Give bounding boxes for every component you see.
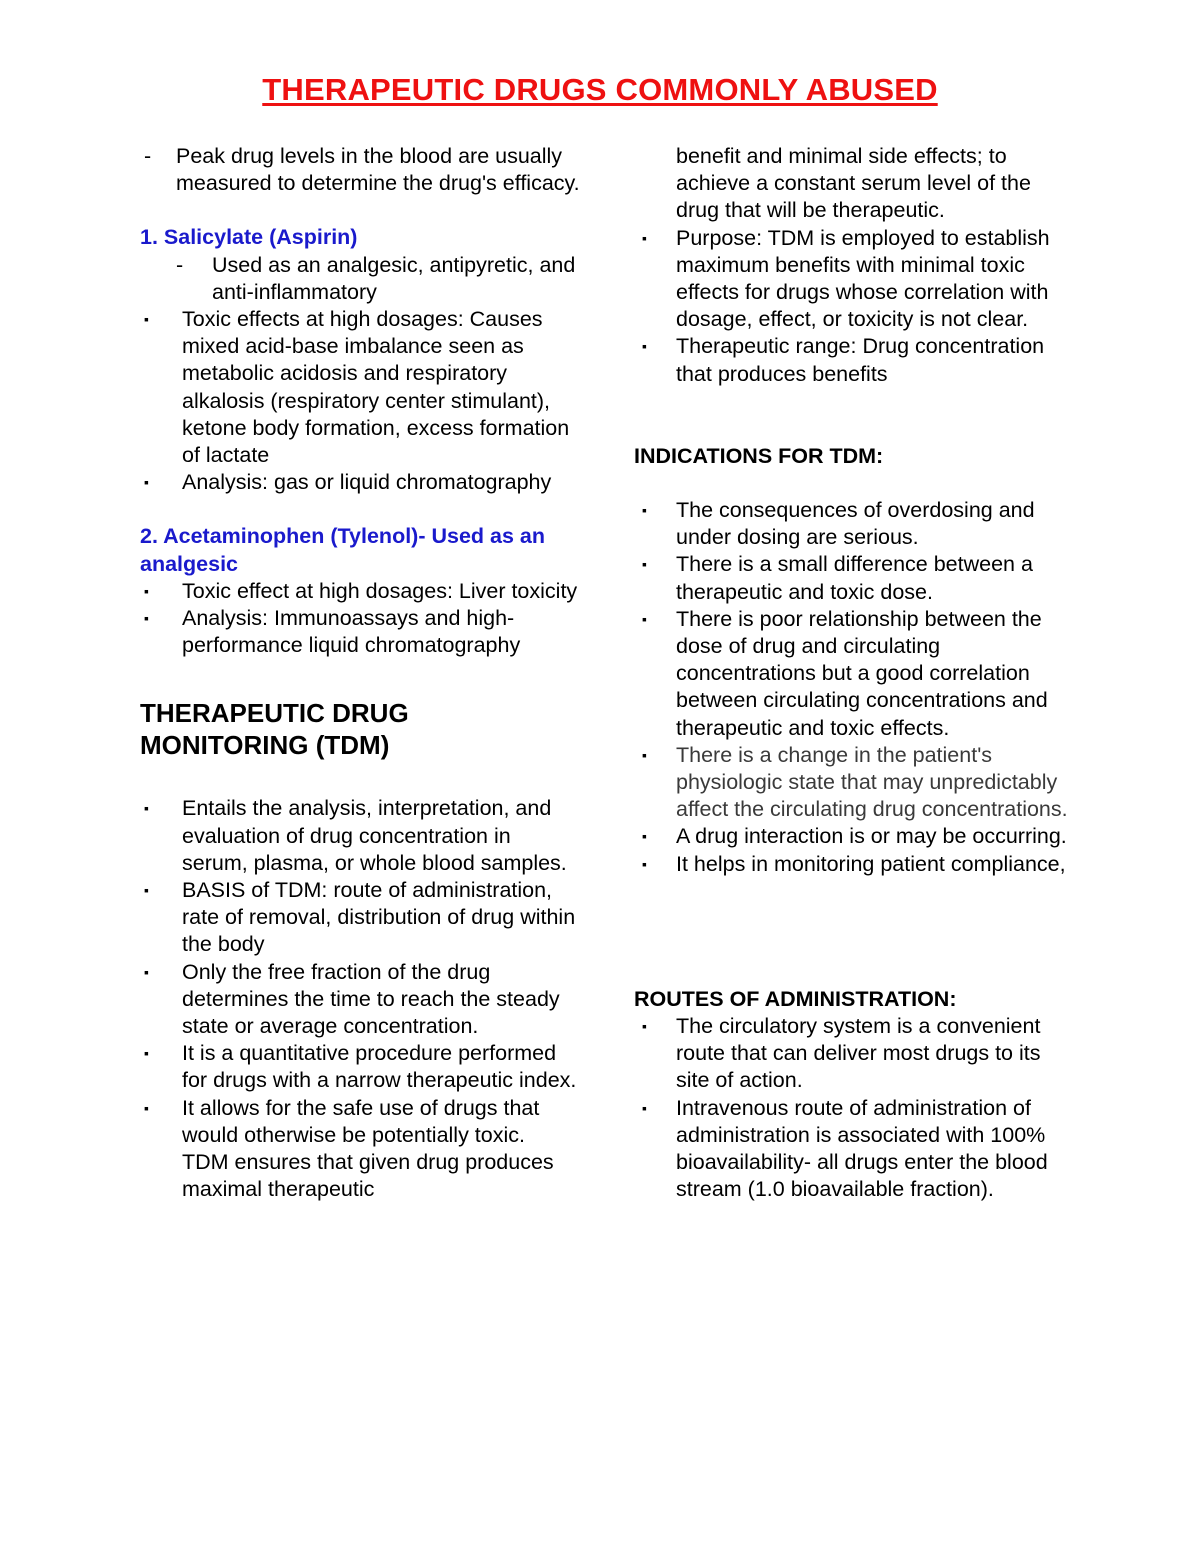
routes-heading: ROUTES OF ADMINISTRATION: [634, 986, 957, 1011]
salicylate-use [140, 252, 580, 306]
bullet-text: BASIS of TDM: route of administration, rate of removal, distribution of drug within the body [182, 878, 576, 957]
bullet-marker: ▪ [642, 338, 647, 355]
list-item [634, 1095, 1074, 1204]
bullet-text: Purpose: TDM is employed to establish maximum benefits with minimal toxic effects for drugs whose correlation with dosage, effect, or toxicity is not clear. [676, 225, 1050, 332]
list-item [634, 606, 1074, 742]
list-item [634, 333, 1074, 387]
intro-note [140, 143, 580, 197]
left-column [140, 143, 580, 1204]
bullet-marker: ▪ [144, 963, 149, 980]
bullet-text: There is poor relationship between the dose of drug and circulating concentrations but a good correlation between circulating concentrations and therapeutic and toxic effects. [676, 606, 1048, 740]
routes-bullets [634, 1013, 1074, 1203]
bullet-text: The consequences of overdosing and under dosing are serious. [676, 498, 1035, 550]
acetaminophen-heading: 2. Acetaminophen (Tylenol)- Used as an analgesic [140, 524, 545, 576]
salicylate-heading: 1. Salicylate (Aspirin) [140, 225, 358, 250]
bullet-text: Entails the analysis, interpretation, and evaluation of drug concentration in serum, plasma, or whole blood samples. [182, 796, 567, 875]
bullet-text: Analysis: Immunoassays and high-performance liquid chromatography [182, 606, 521, 658]
salicylate-bullets [140, 306, 580, 496]
dash-marker: - [176, 252, 184, 277]
list-item [634, 1013, 1074, 1095]
tdm-continuation: TDM ensures that given drug produces maximal therapeutic [182, 1150, 554, 1202]
list-item [140, 795, 580, 877]
bullet-marker: ▪ [144, 311, 149, 328]
list-item [634, 742, 1074, 824]
bullet-marker: ▪ [144, 882, 149, 899]
bullet-marker: ▪ [642, 229, 647, 246]
tdm-purpose-bullets [634, 225, 1074, 388]
list-item [634, 851, 1074, 878]
bullet-marker: ▪ [642, 746, 647, 763]
bullet-marker: ▪ [642, 1099, 647, 1116]
bullet-text: It allows for the safe use of drugs that would otherwise be potentially toxic. [182, 1095, 540, 1147]
list-item [140, 1040, 580, 1094]
bullet-marker: ▪ [642, 556, 647, 573]
list-item [634, 823, 1074, 850]
indications-bullets [634, 497, 1074, 878]
bullet-marker: ▪ [642, 610, 647, 627]
list-item [634, 225, 1074, 334]
acetaminophen-bullets [140, 578, 580, 660]
salicylate-use-text: Used as an analgesic, antipyretic, and anti-inflammatory [212, 252, 576, 304]
list-item [140, 959, 580, 1041]
bullet-marker: ▪ [144, 1045, 149, 1062]
tdm-bullets [140, 795, 580, 1149]
list-item [140, 877, 580, 959]
list-item [140, 578, 580, 605]
right-column [634, 143, 1074, 1204]
bullet-text: Analysis: gas or liquid chromatography [182, 470, 552, 495]
intro-text: Peak drug levels in the blood are usually measured to determine the drug's efficacy. [176, 144, 580, 196]
tdm-heading: THERAPEUTIC DRUG MONITORING (TDM) [140, 698, 409, 761]
bullet-text: It is a quantitative procedure performed for drugs with a narrow therapeutic index. [182, 1041, 577, 1093]
indications-heading: INDICATIONS FOR TDM: [634, 443, 884, 468]
bullet-marker: ▪ [144, 1099, 149, 1116]
list-item [140, 306, 580, 469]
bullet-marker: ▪ [144, 800, 149, 817]
list-item [140, 469, 580, 496]
page-title: THERAPEUTIC DRUGS COMMONLY ABUSED [262, 72, 938, 107]
bullet-text: It helps in monitoring patient compliance, [676, 851, 1066, 876]
bullet-marker: ▪ [144, 610, 149, 627]
bullet-marker: ▪ [642, 1018, 647, 1035]
list-item [634, 497, 1074, 551]
bullet-marker: ▪ [642, 828, 647, 845]
bullet-text: There is a small difference between a therapeutic and toxic dose. [676, 552, 1033, 604]
bullet-marker: ▪ [642, 855, 647, 872]
bullet-text: Intravenous route of administration of administration is associated with 100% bioavailability- all drugs enter the blood stream (1.0 bioavailable fraction). [676, 1095, 1048, 1202]
tdm-continuation-end: benefit and minimal side effects; to achieve a constant serum level of the drug that will be therapeutic. [676, 144, 1031, 223]
bullet-text: Toxic effects at high dosages: Causes mixed acid-base imbalance seen as metabolic acidosis and respiratory alkalosis (respiratory center stimulant), ketone body formation, excess formation of lactate [182, 307, 570, 468]
dash-marker: - [144, 144, 152, 168]
bullet-text: Only the free fraction of the drug determines the time to reach the steady state or average concentration. [182, 959, 560, 1039]
bullet-marker: ▪ [144, 582, 149, 599]
list-item [140, 1095, 580, 1149]
bullet-text: The circulatory system is a convenient route that can deliver most drugs to its site of action. [676, 1014, 1041, 1093]
bullet-marker: ▪ [144, 474, 149, 491]
bullet-marker: ▪ [642, 502, 647, 519]
list-item [634, 551, 1074, 605]
bullet-text: Therapeutic range: Drug concentration that produces benefits [676, 334, 1045, 386]
bullet-text: A drug interaction is or may be occurring. [676, 824, 1067, 849]
bullet-text: There is a change in the patient's physiologic state that may unpredictably affect the circulating drug concentrations. [676, 742, 1068, 822]
list-item [140, 605, 580, 659]
bullet-text: Toxic effect at high dosages: Liver toxicity [182, 578, 578, 603]
